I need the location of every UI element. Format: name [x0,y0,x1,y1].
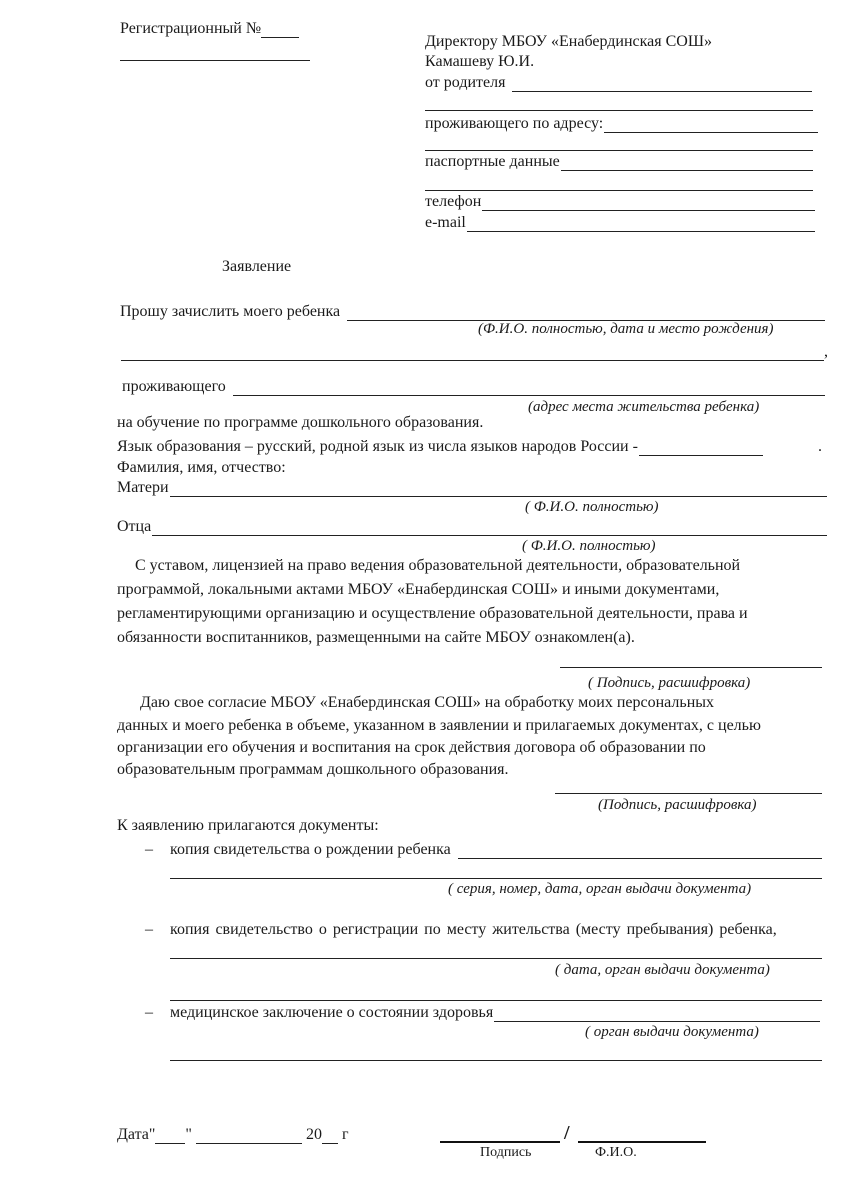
residing-label: проживающего [122,378,226,395]
mother-label: Матери [117,479,169,496]
attachment-text: копия свидетельства о рождении ребенка [170,841,451,858]
month-line[interactable] [196,1129,302,1144]
date-label: Дата" [117,1126,156,1143]
signature-line[interactable] [440,1141,560,1143]
signature-label: Подпись [480,1145,532,1160]
child-name-hint: (Ф.И.О. полностью, дата и место рождения) [478,321,774,337]
comma: , [824,343,828,360]
dash: – [145,1004,153,1021]
attachment-line-2[interactable] [170,1000,822,1001]
attachments-label: К заявлению прилагаются документы: [117,817,379,834]
native-language-line[interactable] [639,441,763,456]
addressee-line2: Камашеву Ю.И. [425,53,535,70]
program-line: на обучение по программе дошкольного образования. [117,414,484,431]
charter-text: регламентирующими организацию и осуществление образовательной деятельности, права и [117,605,748,622]
parent-label: от родителя [425,74,506,91]
father-hint: ( Ф.И.О. полностью) [522,538,656,554]
phone-field[interactable] [425,193,815,211]
language-label: Язык образования – русский, родной язык из числа языков народов России - [117,438,638,455]
day-line[interactable] [155,1129,185,1144]
charter-text: С уставом, лицензией на право ведения образовательной деятельности, образовательной [135,557,741,574]
mother-line[interactable] [170,482,827,497]
phone-line[interactable] [482,196,815,211]
child-address-field[interactable] [122,378,825,396]
signature-line-2[interactable] [555,793,822,794]
child-address-line[interactable] [233,381,825,396]
email-field[interactable] [425,214,815,232]
request-label: Прошу зачислить моего ребенка [120,303,341,320]
child-name-field-2[interactable] [120,343,828,361]
year-prefix: 20 [305,1126,322,1143]
child-address-hint: (адрес места жительства ребенка) [528,399,760,415]
mother-field[interactable] [117,479,827,497]
email-label: e-mail [425,214,466,231]
parent-line[interactable] [512,77,812,92]
attachment-line[interactable] [170,958,822,959]
registration-number-field[interactable] [120,20,299,38]
attachment-line[interactable] [458,844,822,859]
document-title: Заявление [222,258,292,275]
mother-hint: ( Ф.И.О. полностью) [525,499,659,515]
attachment-medical[interactable] [170,1004,820,1022]
passport-line-2[interactable] [425,190,813,191]
attachment-hint: ( дата, орган выдачи документа) [555,962,770,978]
dash: – [145,841,153,858]
attachment-line[interactable] [494,1007,820,1022]
attachment-line-2[interactable] [170,878,822,879]
passport-label: паспортные данные [425,153,560,170]
fio-label: Фамилия, имя, отчество: [117,459,286,476]
date-field[interactable] [117,1126,349,1144]
underline [261,23,299,38]
year-line[interactable] [322,1129,338,1144]
signature-hint-1: ( Подпись, расшифровка) [588,675,751,691]
child-name-line-2[interactable] [121,346,824,361]
registration-number-line[interactable] [120,60,310,61]
parent-line-2[interactable] [425,110,813,111]
year-suffix: г [341,1126,349,1143]
attachment-text: медицинское заключение о состоянии здоровья [170,1004,494,1021]
charter-text: обязанности воспитанников, размещенными на сайте МБОУ ознакомлен(а). [117,629,635,646]
fio-line[interactable] [578,1141,706,1143]
period: . [818,438,822,455]
native-language-field[interactable] [117,438,822,456]
address-line[interactable] [604,118,818,133]
phone-label: телефон [425,193,482,210]
consent-text: образовательным программам дошкольного образования. [117,761,509,778]
fio-caption: Ф.И.О. [595,1145,637,1160]
father-field[interactable] [117,518,827,536]
consent-text: Даю свое согласие МБОУ «Енабердинская СОШ» на обработку моих персональных [140,694,715,711]
attachment-line-2[interactable] [170,1060,822,1061]
email-line[interactable] [467,217,815,232]
slash: / [564,1122,570,1144]
address-line-2[interactable] [425,150,813,151]
consent-text: организации его обучения и воспитания на срок действия договора об образовании по [117,739,706,756]
registration-number-label: Регистрационный № [120,20,262,37]
consent-text: данных и моего ребенка в объеме, указанном в заявлении и прилагаемых документах, с целью [117,717,761,734]
passport-line[interactable] [561,156,813,171]
child-name-line[interactable] [347,306,825,321]
charter-text: программой, локальными актами МБОУ «Енабердинская СОШ» и иными документами, [117,581,720,598]
passport-field[interactable] [425,153,813,171]
signature-line-1[interactable] [560,667,822,668]
address-label: проживающего по адресу: [425,115,604,132]
addressee-line1: Директору МБОУ «Енабердинская СОШ» [425,33,712,50]
dash: – [145,921,153,938]
signature-hint-2: (Подпись, расшифровка) [598,797,757,813]
father-line[interactable] [152,521,827,536]
address-field[interactable] [425,115,818,133]
child-name-field[interactable] [120,303,825,321]
attachment-hint: ( орган выдачи документа) [585,1024,759,1040]
father-label: Отца [117,518,152,535]
attachment-text: копия свидетельство о регистрации по месту жительства (месту пребывания) ребенка, [170,921,777,938]
attachment-hint: ( серия, номер, дата, орган выдачи документа) [448,881,752,897]
attachment-birth-certificate[interactable] [170,841,822,859]
quote: " [185,1126,192,1143]
parent-field[interactable] [425,74,812,92]
